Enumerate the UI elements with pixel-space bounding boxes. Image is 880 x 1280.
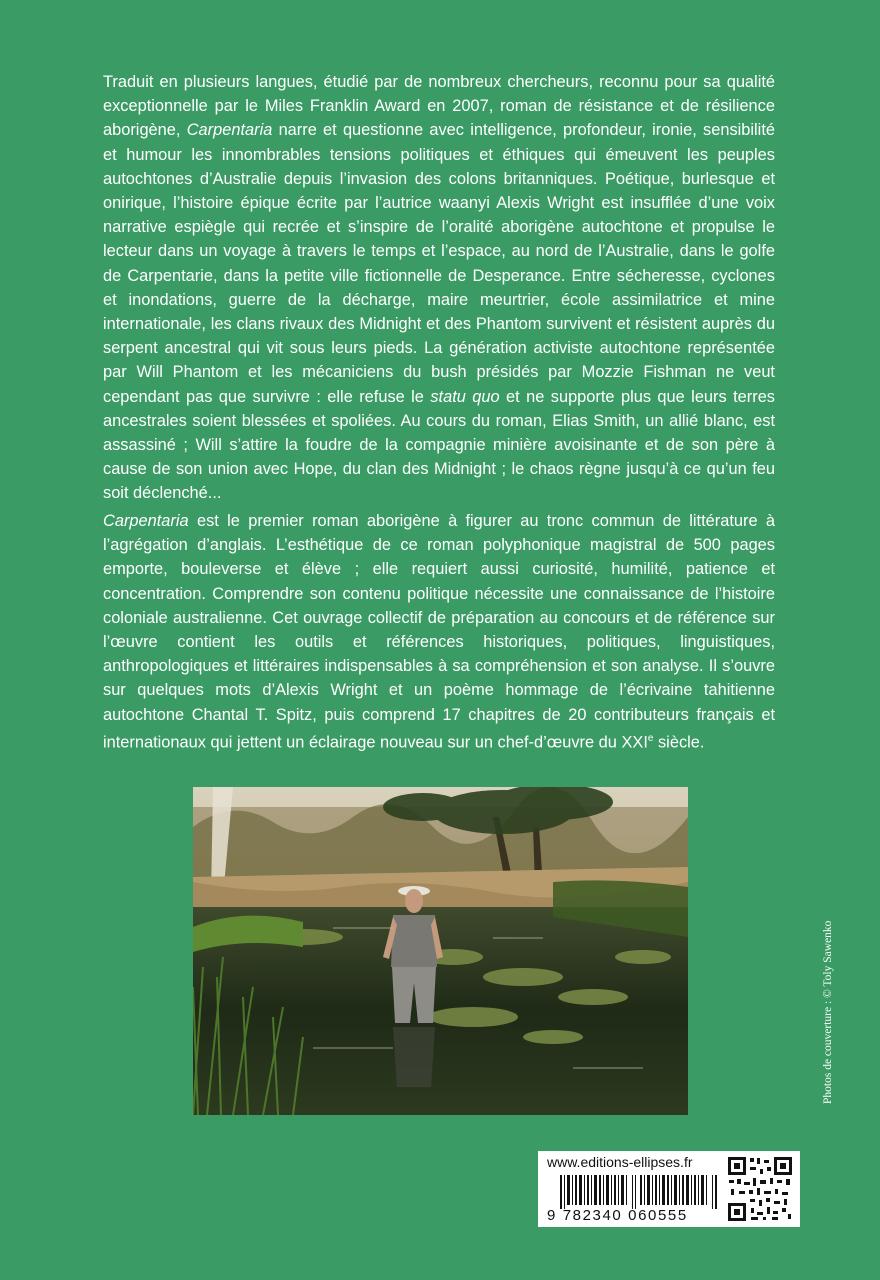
isbn-number: 9 782340 060555 (547, 1207, 688, 1224)
paragraph2-text: est le premier roman aborigène à figurer au tronc commun de littérature à l’agrégation d’anglais. L’esthétique de ce roman polyphonique magistral de 500 pages emporte, bouleverse et élève ; elle requiert aussi curiosité, humilité, patience et concentration. Comprendre son contenu politique nécessite une connaissance de l’histoire coloniale australienne. Cet ouvrage collectif de préparation au concours et de référence sur l’œuvre contient les outils et références historiques, politiques, linguistiques, anthropologiques et littéraires indispensables à sa compréhension et son analyse. Il s’ouvre sur quelques mots d’Alexis Wright et un poème hommage de l’écrivaine tahitienne autochtone Chantal T. Spitz, puis comprend 17 chapitres de 20 contributeurs français et internationaux qui jettent un éclairage nouveau sur un chef-d’œuvre du XXI (103, 512, 775, 752)
paragraph1-text-c: et ne supporte plus que leurs terres ancestrales soient blessées et spoliées. Au cours du roman, Elias Smith, un allié blanc, est assassiné ; Will s’attire la foudre de la compagnie minière avoisinante et de son père à cause de son union avec Hope, du clan des Midnight ; le chaos règne jusqu’à ce qu’un feu soit déclenché... (103, 387, 776, 503)
paragraph2-ending: siècle. (653, 733, 705, 752)
photo-credit: Photos de couverture : © Toly Sawenko (822, 920, 834, 1104)
barcode-panel (538, 1151, 800, 1227)
statu-quo-italic: statu quo (430, 387, 500, 406)
publisher-website: www.editions-ellipses.fr (547, 1154, 693, 1170)
paragraph1-text-a: Traduit en plusieurs langues, étudié par de nombreux chercheurs, reconnu pour sa qualité exceptionnelle par le Miles Franklin Award en 2007, roman de résistance et de résilience aborigène, (103, 73, 775, 140)
book-title-italic: Carpentaria (186, 121, 273, 140)
paragraph1-text-b: narre et questionne avec intelligence, profondeur, ironie, sensibilité et humour les innombrables tensions politiques et éthiques qui émeuvent les peuples autochtones d’Australie depuis l’invasion des colons britanniques. Poétique, burlesque et onirique, l’histoire épique écrite par l’autrice waanyi Alexis Wright est insufflée d’une voix narrative espiègle qui recrée et s’inspire de l’oralité aborigène autochtone et propulse le lecteur dans un voyage à travers le temps et l’espace, au nord de l’Australie, dans le golfe de Carpentarie, dans la petite ville fictionnelle de Desperance. Entre sécheresse, cyclones et inondations, guerre de la décharge, maire meurtrier, école assimilatrice et mine internationale, les clans rivaux des Midnight et des Phantom survivent et résistent auprès du serpent ancestral qui vit sous leurs pieds. La génération activiste autochtone représentée par Will Phantom et les mécaniciens du bush présidés par Mozzie Fishman ne veut cependant pas que survivre : elle refuse le (103, 121, 775, 406)
cover-photo (193, 787, 688, 1115)
description-paragraph-1 (103, 70, 775, 506)
description-paragraph-2 (103, 509, 775, 755)
century-superscript: e (647, 732, 654, 744)
isbn-barcode (560, 1175, 720, 1209)
book-title-italic-2: Carpentaria (103, 512, 189, 530)
qr-code (726, 1155, 794, 1223)
